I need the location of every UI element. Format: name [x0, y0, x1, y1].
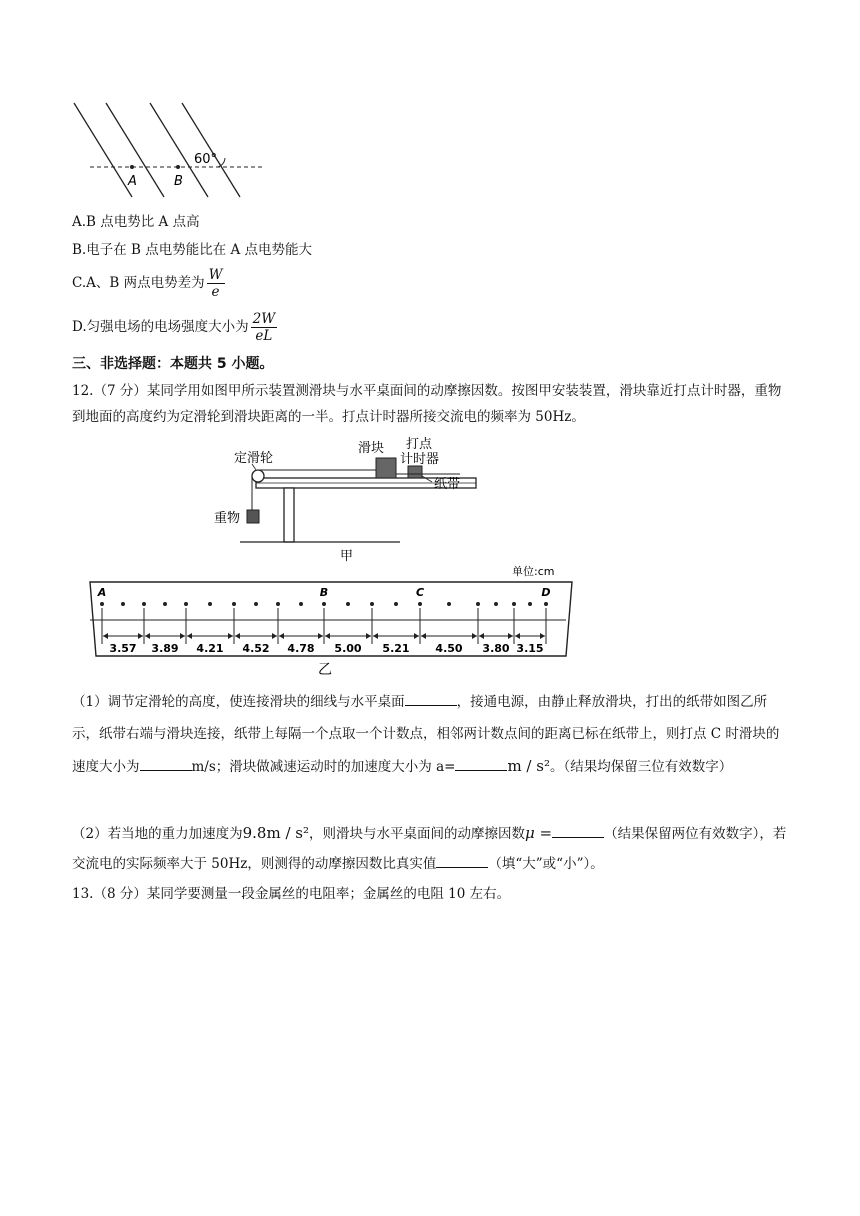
- part2-text-4: （填“大”或“小”）。: [488, 856, 604, 872]
- timer-block: [408, 466, 422, 478]
- tape-distance-label: 4.21: [196, 642, 224, 655]
- answer-blank[interactable]: [405, 691, 457, 706]
- tape-distance-label: 3.57: [109, 642, 137, 655]
- option-a-prefix: A.: [72, 214, 87, 230]
- option-b-text: 电子在 B 点电势能比在 A 点电势能大: [86, 242, 313, 258]
- option-d: [72, 306, 277, 348]
- tape-distance-label: 3.15: [516, 642, 544, 655]
- tape-intermediate-dot: [447, 602, 451, 606]
- gravity-value: 9.8m / s²: [242, 824, 309, 842]
- tape-distance-label: 4.78: [287, 642, 315, 655]
- tape-count-dot: [322, 602, 326, 606]
- answer-blank[interactable]: [436, 853, 488, 868]
- part2-text-1: （2）若当地的重力加速度为: [72, 826, 243, 842]
- answer-blank[interactable]: [455, 756, 507, 771]
- option-a: [72, 212, 200, 232]
- part1-text-2: ，接通电源，由静止释放滑块，打出的纸带如图乙所示，纸带右端与滑块连接，纸带上每隔一个点取一个计数点，相邻两计数点间的距离已标在纸带上，则打点 C 时滑块的速度大小为: [72, 694, 780, 775]
- tape-distance-label: 3.89: [151, 642, 179, 655]
- caption-jia: 甲: [340, 549, 354, 562]
- accel-unit: m / s²: [507, 757, 550, 775]
- label-tape: 纸带: [434, 477, 461, 492]
- point-b-dot: [176, 165, 180, 169]
- tape-intermediate-dot: [121, 602, 125, 606]
- slider-block: [376, 458, 396, 478]
- tape-intermediate-dot: [528, 602, 532, 606]
- tape-point-label: A: [97, 586, 107, 599]
- part1-text-5: 。（结果均保留三位有效数字）: [549, 759, 733, 775]
- tape-count-dot: [418, 602, 422, 606]
- fraction-numerator: W: [208, 267, 223, 283]
- label-weight: 重物: [214, 511, 241, 526]
- mu-symbol: μ =: [524, 824, 553, 842]
- option-c-text: A、B 两点电势差为: [86, 275, 205, 291]
- tape-intermediate-dot: [299, 602, 303, 606]
- tape-distance-label: 5.00: [334, 642, 362, 655]
- tape-distance-label: 4.52: [242, 642, 270, 655]
- fraction-denominator: e: [211, 284, 220, 300]
- q12-part1: [72, 686, 792, 783]
- tape-intermediate-dot: [494, 602, 498, 606]
- tape-point-label: B: [319, 586, 329, 599]
- q12-part2: [72, 818, 792, 879]
- tape-count-dot: [512, 602, 516, 606]
- tape-intermediate-dot: [394, 602, 398, 606]
- tape-count-dot: [100, 602, 104, 606]
- field-line: [182, 103, 240, 197]
- option-c: [72, 262, 225, 304]
- q12-stem: 12.（7 分）某同学用如图甲所示装置测滑块与水平桌面间的动摩擦因数。按图甲安装装置，滑块靠近打点计时器，重物到地面的高度约为定滑轮到滑块距离的一半。打点计时器所接交流电的频率为 50Hz。: [72, 383, 782, 425]
- tape-count-dot: [276, 602, 280, 606]
- tape-intermediate-dot: [208, 602, 212, 606]
- option-d-prefix: D.: [72, 319, 87, 335]
- tape-intermediate-dot: [254, 602, 258, 606]
- q13-stem: 13.（8 分）某同学要测量一段金属丝的电阻率；金属丝的电阻 10 左右。: [72, 886, 511, 902]
- point-b-label: B: [174, 174, 183, 189]
- tape-count-dot: [184, 602, 188, 606]
- electric-field-figure: [70, 95, 270, 205]
- tape-point-label: D: [541, 586, 551, 599]
- unit-label: 单位:cm: [512, 565, 555, 578]
- section-heading: 三、非选择题：本题共 5 小题。: [72, 356, 274, 372]
- tape-count-dot: [232, 602, 236, 606]
- option-d-fraction: [251, 311, 277, 344]
- tape-count-dot: [544, 602, 548, 606]
- table-leg: [284, 488, 294, 542]
- caption-yi: 乙: [318, 662, 332, 678]
- tape-point-label: C: [415, 586, 425, 599]
- option-b: [72, 240, 312, 260]
- part2-text-2: ，则滑块与水平桌面间的动摩擦因数: [308, 826, 525, 842]
- part1-text-1: （1）调节定滑轮的高度，使连接滑块的细线与水平桌面: [72, 694, 405, 710]
- point-a-label: A: [128, 174, 137, 189]
- option-a-text: B 点电势比 A 点高: [86, 214, 200, 230]
- option-b-prefix: B.: [72, 242, 87, 258]
- answer-blank[interactable]: [140, 756, 192, 771]
- point-a-dot: [130, 165, 134, 169]
- answer-blank[interactable]: [552, 823, 604, 838]
- fraction-numerator: 2W: [252, 311, 276, 327]
- angle-label: 60°: [194, 152, 218, 167]
- label-timer-2: 计时器: [400, 452, 440, 467]
- field-line: [74, 103, 132, 197]
- option-c-fraction: [207, 267, 225, 300]
- tape-distance-label: 3.80: [482, 642, 510, 655]
- tape-intermediate-dot: [163, 602, 167, 606]
- part2-text-3: （结果保留两位有效数字），若交流电的实际频率大于 50Hz，则测得的动摩擦因数比真实值: [72, 826, 787, 872]
- option-d-text: 匀强电场的电场强度大小为: [86, 319, 249, 335]
- tape-intermediate-dot: [346, 602, 350, 606]
- tape-count-dot: [476, 602, 480, 606]
- pulley-icon: [252, 470, 264, 482]
- tape-distance-label: 4.50: [435, 642, 463, 655]
- label-timer-1: 打点: [406, 437, 433, 452]
- paper-tape-figure-yi: [86, 560, 576, 680]
- weight-block: [247, 510, 259, 523]
- tape-count-dot: [142, 602, 146, 606]
- label-pulley: 定滑轮: [234, 451, 274, 466]
- fraction-denominator: eL: [255, 328, 273, 344]
- option-c-prefix: C.: [72, 275, 87, 291]
- tape-distance-label: 5.21: [382, 642, 410, 655]
- label-slider: 滑块: [358, 441, 385, 456]
- apparatus-figure-jia: [200, 432, 510, 562]
- tape-count-dot: [370, 602, 374, 606]
- part1-text-3: m/s；滑块做减速运动时的加速度大小为 a=: [191, 759, 456, 775]
